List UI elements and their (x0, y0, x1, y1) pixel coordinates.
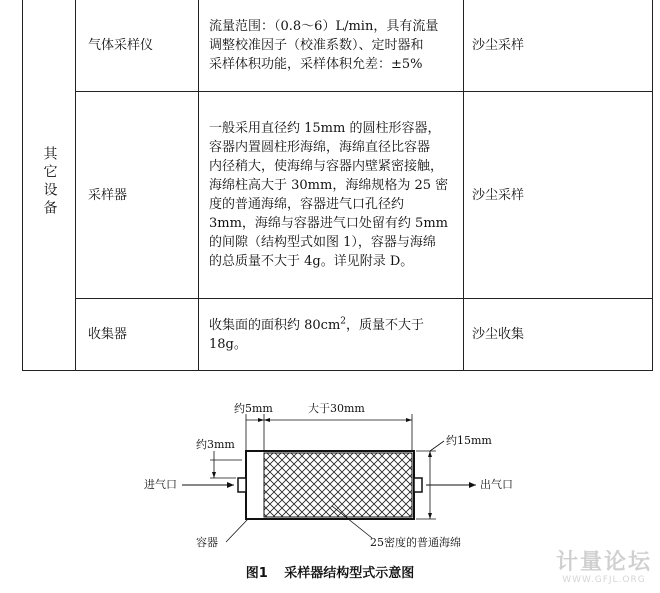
use-cell (464, 0, 653, 92)
name-cell (76, 92, 199, 299)
equipment-name: 收集器 (88, 327, 128, 342)
equipment-use: 沙尘采样 (472, 187, 525, 203)
description-cell (199, 92, 464, 299)
description-line: 采样体积功能，采样体积允差：±5% (209, 56, 423, 72)
description-line: 的总质量不大于 4g。详见附录 D。 (209, 254, 414, 269)
description-line: 18g。 (209, 336, 247, 352)
description-line: 调整校准因子（校准系数）、定时器和 (209, 37, 424, 53)
inlet-label: 进气口 (144, 478, 177, 491)
container-label: 容器 (196, 536, 218, 549)
use-cell (464, 299, 653, 371)
sampler-figure (130, 396, 550, 576)
description-line: 度的普通海绵，容器进气口孔径约 (209, 197, 405, 212)
sponge-body (264, 453, 412, 517)
name-cell (76, 0, 199, 92)
length-label: 大于30mm (308, 402, 365, 415)
description-line: 内径稍大，使海绵与容器内壁紧密接触， (209, 159, 444, 174)
name-cell (76, 299, 199, 371)
use-cell (464, 92, 653, 299)
container-leader (226, 519, 248, 542)
outlet-nozzle (414, 478, 422, 492)
watermark-logo: 计量论坛 (555, 550, 652, 575)
site-watermark (556, 551, 652, 585)
caption-text: 采样器结构型式示意图 (284, 566, 415, 581)
equipment-use: 沙尘收集 (472, 327, 525, 342)
category-label: 其它设备 (41, 145, 58, 218)
watermark-url: WWW.GFJL.ORG (562, 575, 646, 585)
superscript: 2 (340, 316, 347, 327)
description-line: 的间隙（结构型式如图 1），容器与海绵 (209, 235, 436, 250)
equipment-name: 气体采样仪 (88, 37, 154, 53)
category-cell (23, 0, 76, 371)
equipment-name: 采样器 (88, 187, 128, 203)
description-line: 容器内置圆柱形海绵，海绵直径比容器 (209, 140, 431, 155)
desc-text: ，质量不大于 (346, 317, 425, 333)
inlet-arrowhead (227, 482, 234, 488)
outlet-arrowhead (469, 482, 476, 488)
sponge-label: 25密度的普通海绵 (370, 536, 461, 549)
equipment-use: 沙尘采样 (472, 37, 525, 53)
desc-text: 收集面的面积约 80cm (209, 317, 341, 333)
description-line: 3mm，海绵与容器进气口处留有约 5mm (209, 216, 448, 231)
description-line: 海绵柱高大于 30mm，海绵规格为 25 密 (209, 178, 449, 193)
description-line: 一般采用直径约 15mm 的圆柱形容器， (209, 121, 441, 136)
sampler-diagram (130, 396, 550, 556)
caption-number: 图1 (245, 566, 268, 581)
description-cell (199, 299, 464, 371)
table-row (23, 0, 653, 92)
inlet-nozzle (238, 478, 246, 492)
description-line (209, 316, 457, 335)
outlet-label: 出气口 (480, 478, 513, 491)
table-row (23, 92, 653, 299)
diameter-label: 约15mm (446, 434, 492, 447)
table-row (23, 299, 653, 371)
description-cell (199, 0, 464, 92)
description-line: 流量范围：（0.8～6）L/min，具有流量 (209, 18, 439, 34)
equipment-spec-table (22, 0, 653, 371)
gap-label: 约5mm (234, 402, 273, 415)
inlet-diameter-label: 约3mm (196, 438, 235, 451)
